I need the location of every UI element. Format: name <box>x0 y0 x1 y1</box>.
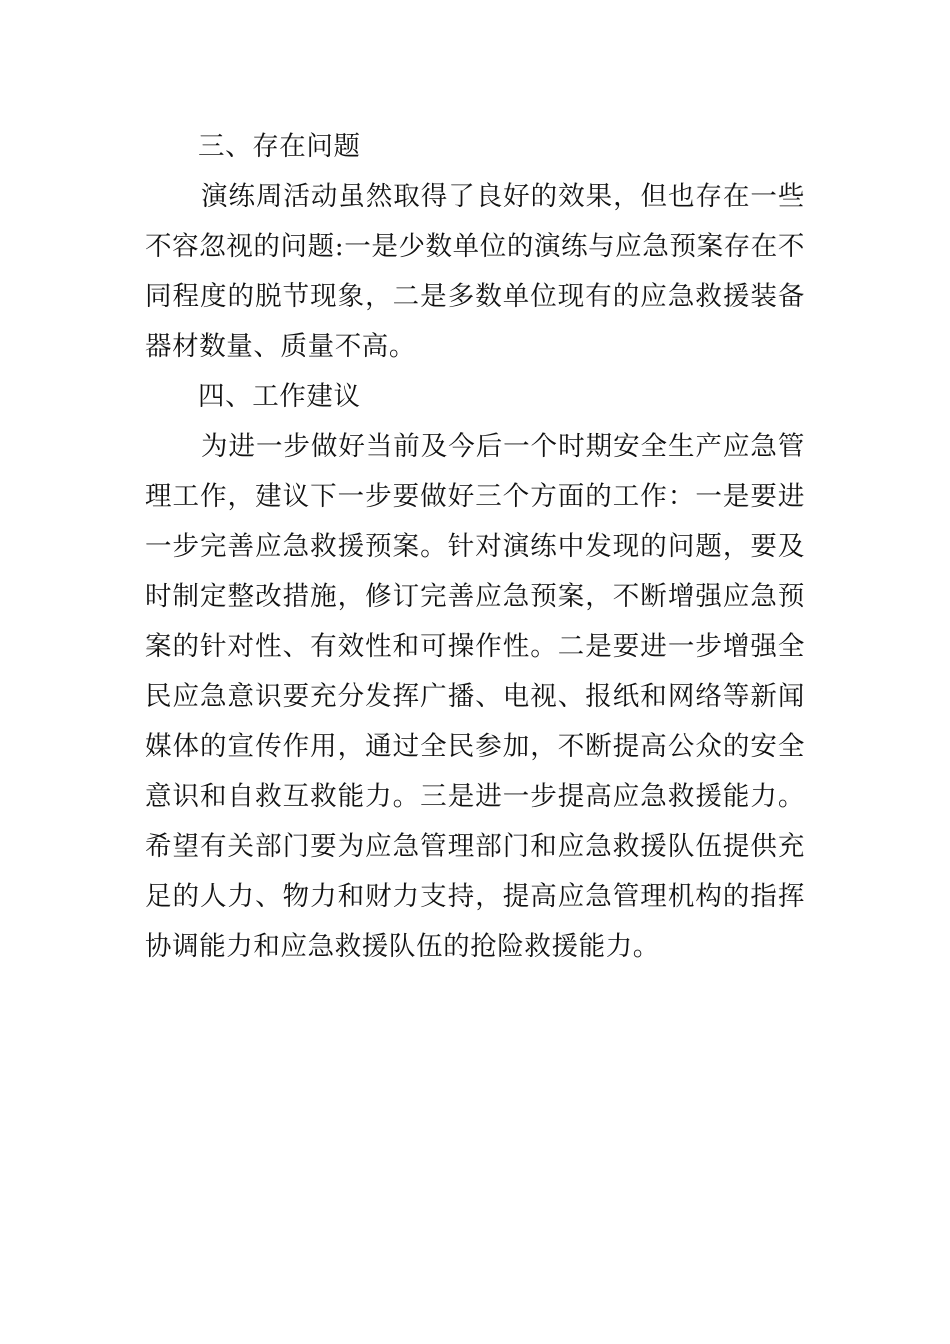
section-heading-suggestions: 四、工作建议 <box>198 381 361 412</box>
document-body <box>145 122 805 972</box>
section-paragraph-problems: 演练周活动虽然取得了良好的效果，但也存在一些不容忽视的问题:一是少数单位的演练与应急预案存在不同程度的脱节现象，二是多数单位现有的应急救援装备器材数量、质量不高。 <box>145 181 805 362</box>
section-heading-problems: 三、存在问题 <box>198 131 361 162</box>
section-paragraph-suggestions: 为进一步做好当前及今后一个时期安全生产应急管理工作，建议下一步要做好三个方面的工作：一是要进一步完善应急救援预案。针对演练中发现的问题，要及时制定整改措施，修订完善应急预案，不断增强应急预案的针对性、有效性和可操作性。二是要进一步增强全民应急意识要充分发挥广播、电视、报纸和网络等新闻媒体的宣传作用，通过全民参加，不断提高公众的安全意识和自救互救能力。三是进一步提高应急救援能力。希望有关部门要为应急管理部门和应急救援队伍提供充足的人力、物力和财力支持，提高应急管理机构的指挥协调能力和应急救援队伍的抢险救援能力。 <box>145 431 805 962</box>
